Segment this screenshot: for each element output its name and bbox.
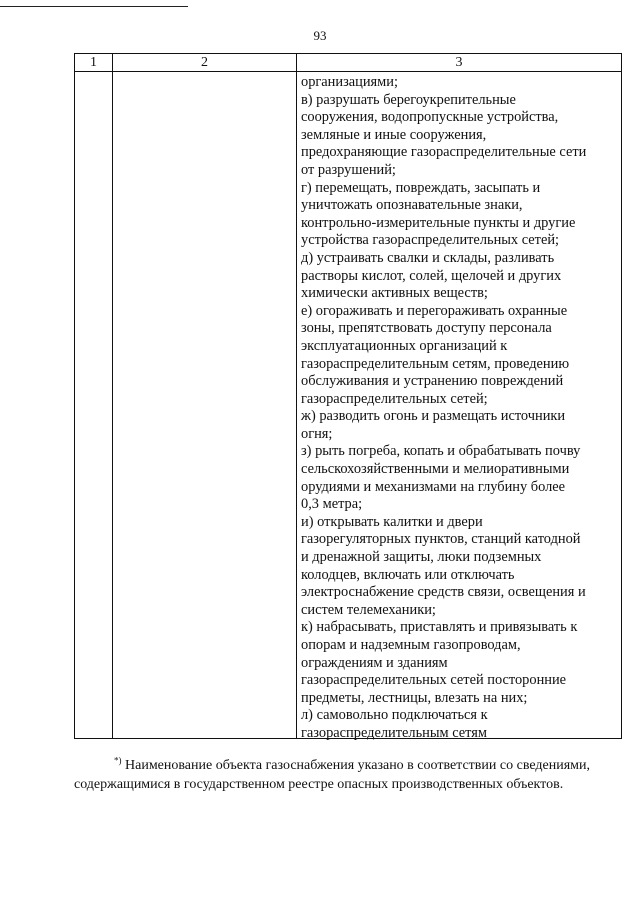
top-rule	[0, 6, 188, 7]
table-text-line: устройства газораспределительных сетей;	[301, 232, 560, 249]
header-cell-3: 3	[455, 55, 463, 70]
table-text-line: газораспределительных сетей посторонние	[301, 672, 567, 689]
table-text-line: зоны, препятствовать доступу персонала	[301, 320, 552, 337]
header-cell-1: 1	[90, 55, 97, 70]
footnote-text-1: Наименование объекта газоснабжения указано в соответствии со сведениями,	[125, 758, 590, 773]
table-text-line: е) огораживать и перегораживать охранные	[301, 302, 568, 319]
table-text-line: растворы кислот, солей, щелочей и других	[301, 267, 562, 284]
table-text-line: и дренажной защиты, люки подземных	[301, 549, 542, 566]
table-text-line: орудиями и механизмами на глубину более	[301, 478, 566, 495]
table-text-line: сельскохозяйственными и мелиоративными	[301, 461, 570, 478]
footnote-line-1	[74, 756, 622, 775]
header-cell-2: 2	[201, 55, 208, 70]
table-text-line: систем телемеханики;	[301, 601, 436, 618]
table-text-line: контрольно-измерительные пункты и другие	[301, 214, 576, 231]
table-text-line: организациями;	[301, 74, 398, 90]
table-text-line: газораспределительным сетям, проведению	[301, 355, 570, 372]
table-text-line: газорегуляторных пунктов, станций катодной	[301, 531, 581, 548]
table-text-line: электроснабжение средств связи, освещения и	[301, 584, 586, 601]
table-text-line: от разрушений;	[301, 161, 396, 178]
table-text-line: ж) разводить огонь и размещать источники	[301, 408, 566, 425]
footnote-line-2: содержащимися в государственном реестре опасных производственных объектов.	[74, 777, 564, 792]
table-text-line: 0,3 метра;	[301, 496, 363, 513]
table-text-line: сооружения, водопропускные устройства,	[301, 109, 559, 126]
footnote	[74, 756, 622, 794]
table-text-line: химически активных веществ;	[301, 285, 488, 302]
table-text-line: обслуживания и устранению повреждений	[301, 373, 564, 390]
table-text-line: г) перемещать, повреждать, засыпать и	[301, 179, 541, 196]
table-text-line: д) устраивать свалки и склады, разливать	[301, 249, 555, 266]
table-text-line: в) разрушать берегоукрепительные	[301, 91, 516, 108]
table-text-line: л) самовольно подключаться к	[301, 707, 488, 724]
table-text-line: огня;	[301, 425, 333, 442]
table-text-line: уничтожать опознавательные знаки,	[301, 197, 523, 214]
table-text-line: эксплуатационных организаций к	[301, 337, 508, 354]
table-text-line: предметы, лестницы, влезать на них;	[301, 689, 528, 706]
column-separator	[296, 54, 297, 738]
column-3-content	[301, 74, 619, 743]
table-text-line: газораспределительным сетям	[301, 724, 488, 741]
table-text-line: опорам и надземным газопроводам,	[301, 637, 521, 653]
table-text-line: предохраняющие газораспределительные сети	[301, 144, 587, 161]
table-text-line: к) набрасывать, приставлять и привязывать к	[301, 619, 578, 636]
page-number: 93	[313, 28, 327, 43]
table-text-line: з) рыть погреба, копать и обрабатывать почву	[301, 443, 581, 460]
main-table	[74, 53, 622, 739]
table-text-line: колодцев, включать или отключать	[301, 566, 515, 583]
table-text-line: и) открывать калитки и двери	[301, 513, 483, 530]
table-header-row	[75, 54, 621, 72]
table-text-line: земляные и иные сооружения,	[301, 126, 487, 143]
column-separator	[112, 54, 113, 738]
footnote-marker: *)	[114, 755, 122, 766]
table-text-line: ограждениям и зданиям	[301, 654, 448, 671]
table-text-line: газораспределительных сетей;	[301, 390, 488, 407]
